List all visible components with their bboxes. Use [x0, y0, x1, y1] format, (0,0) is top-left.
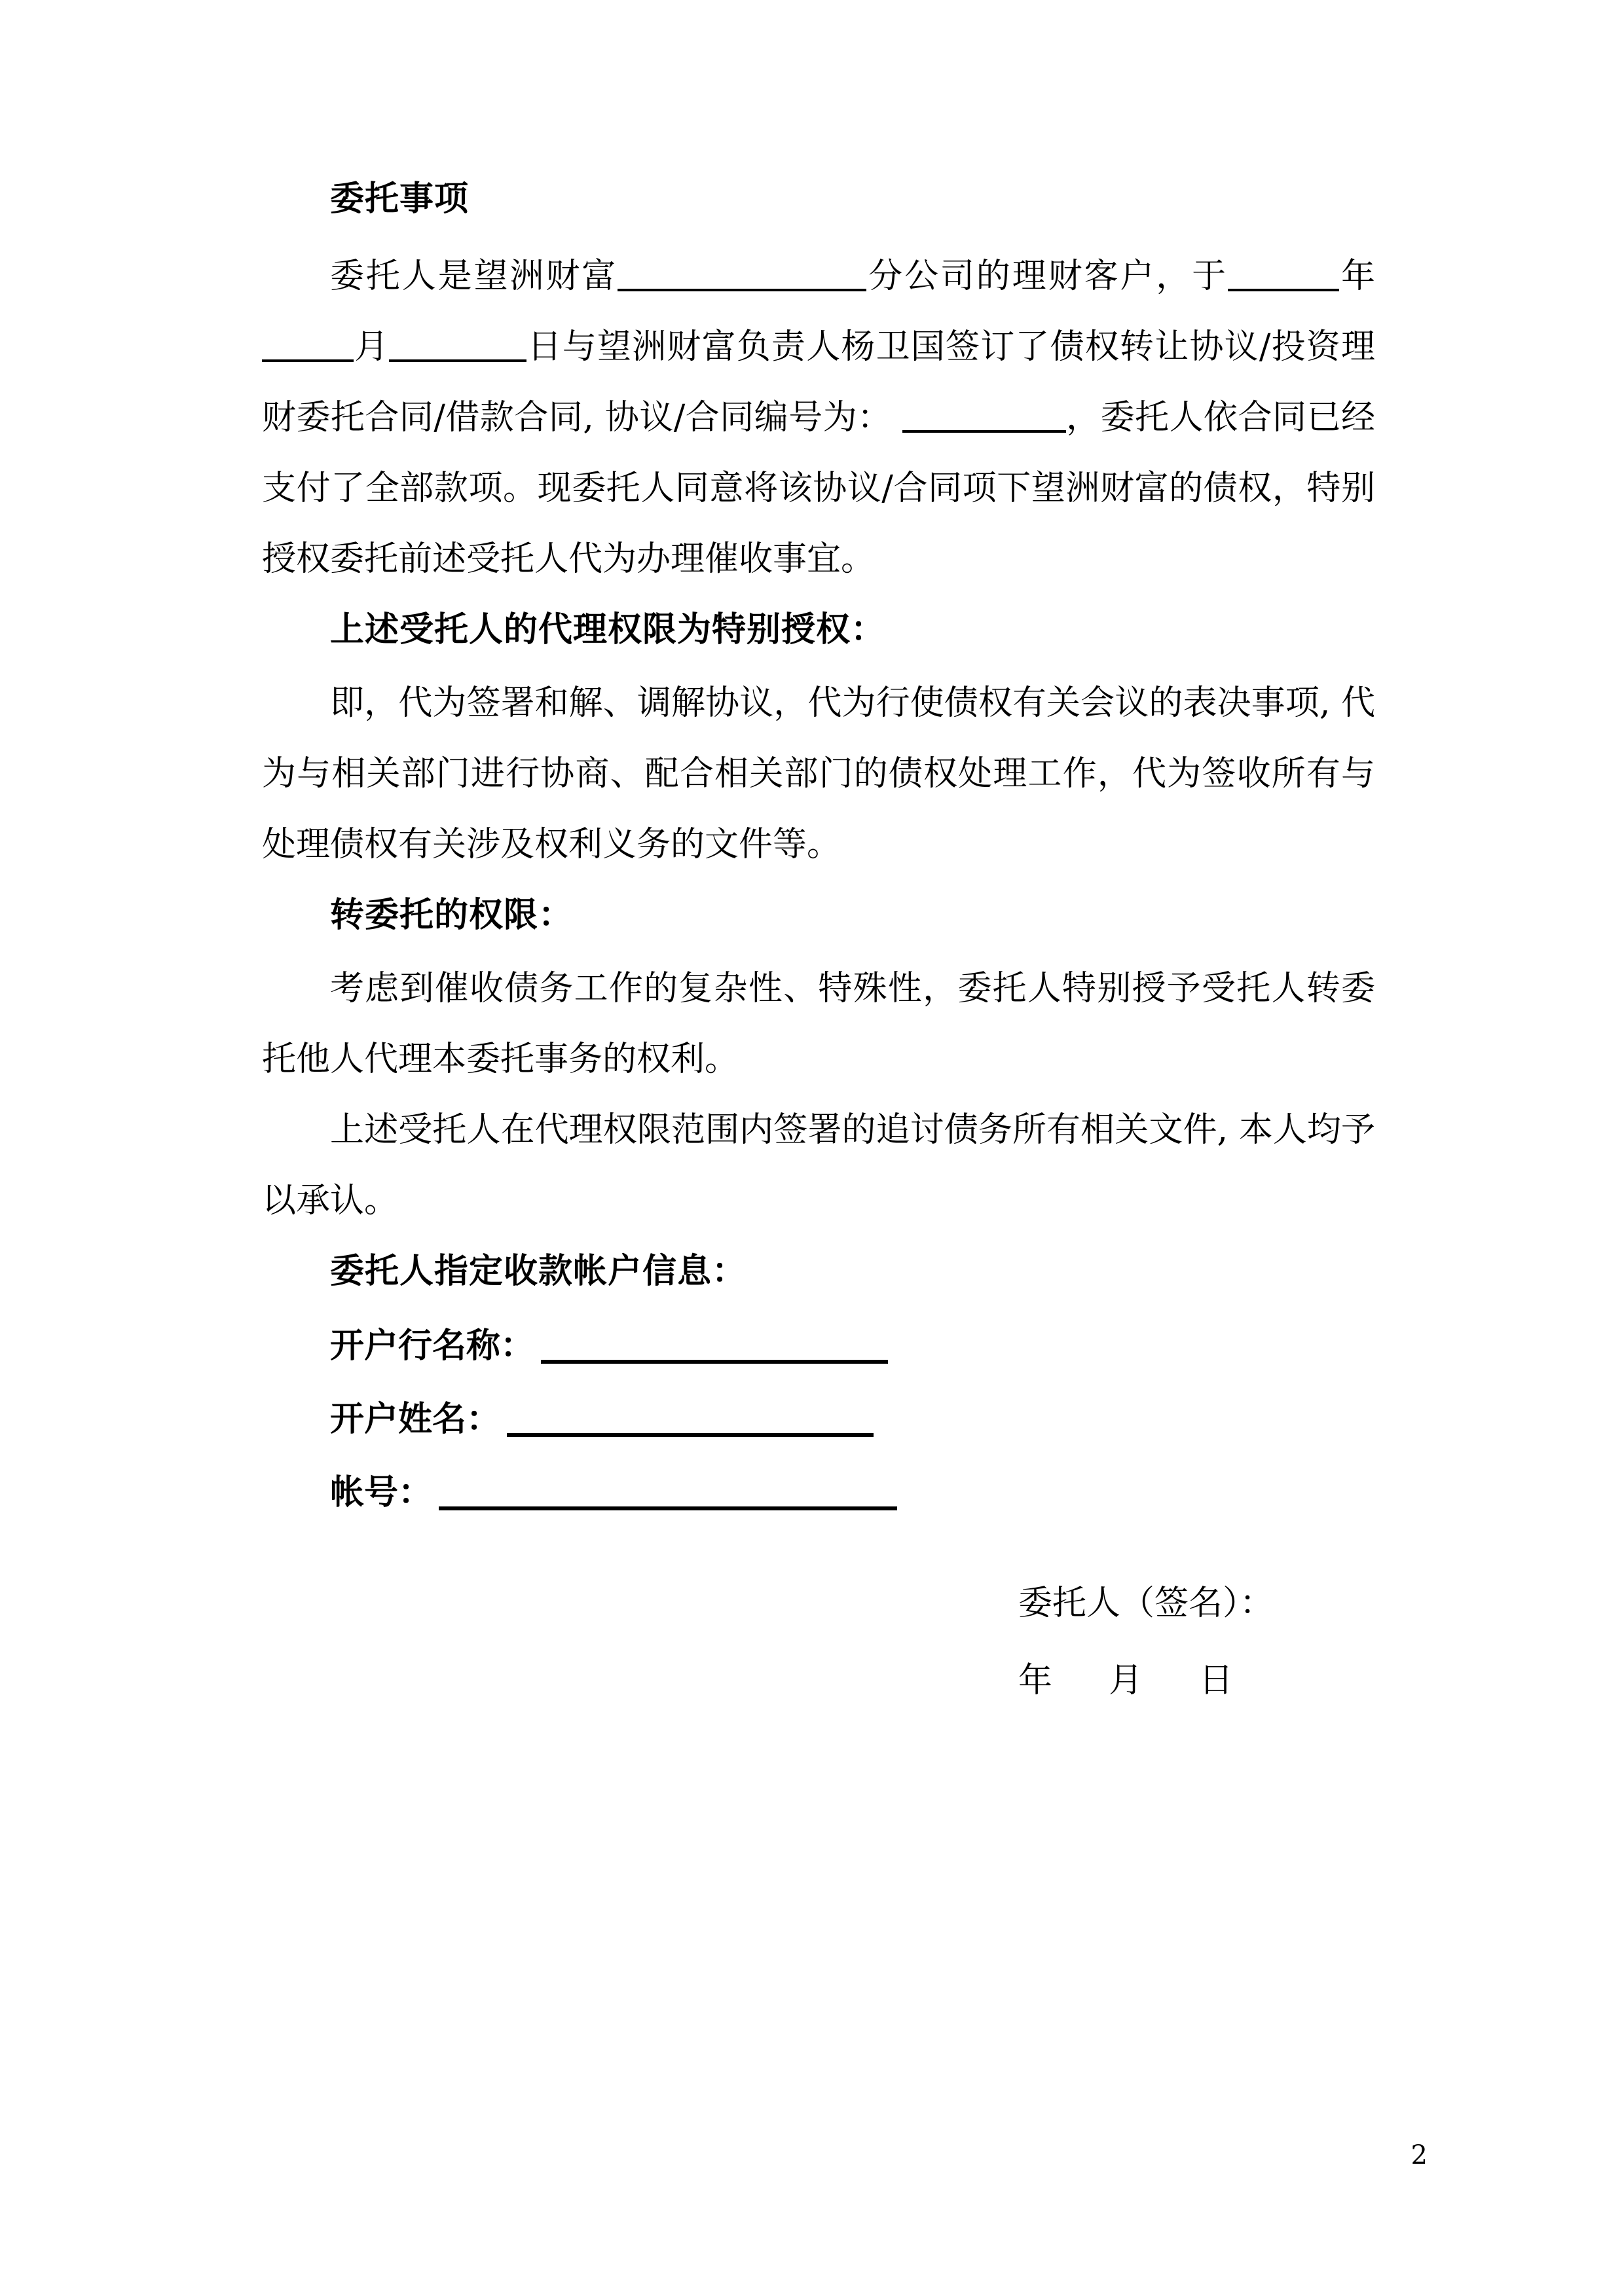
paragraph-ratification: 上述受托人在代理权限范围内签署的追讨债务所有相关文件, 本人均予以承认。 — [262, 1110, 1375, 1220]
text-number-tail: ，委托人依合同已经支付了全部款项。现委托人同意将该协议/合同项下望洲财富的债权，特别授权委托前述受托人代为办理催收事宜。 — [262, 398, 1375, 579]
paragraph-subdelegation-scope: 考虑到催收债务工作的复杂性、特殊性，委托人特别授予受托人转委托他人代理本委托事务的权利。 — [262, 969, 1375, 1079]
label-account-holder: 开户姓名： — [330, 1399, 501, 1439]
label-account-number: 帐号： — [330, 1472, 433, 1512]
blank-contract-number[interactable] — [902, 399, 1066, 433]
heading-special-authority: 上述受托人的代理权限为特别授权： — [330, 610, 886, 649]
blank-day[interactable] — [389, 328, 526, 362]
label-signature-day: 日 — [1199, 1661, 1234, 1700]
blank-month[interactable] — [262, 328, 354, 362]
blank-branch-name[interactable] — [618, 257, 866, 291]
field-account-holder-row — [262, 1383, 1375, 1456]
label-bank-name: 开户行名称： — [330, 1326, 535, 1366]
signature-block — [262, 1565, 1375, 1719]
blank-year[interactable] — [1228, 257, 1339, 291]
field-account-number-row — [262, 1456, 1375, 1529]
label-signature-year: 年 — [1018, 1661, 1053, 1700]
blank-bank-name[interactable] — [541, 1330, 888, 1364]
text-number-prefix: 为： — [822, 398, 892, 437]
paragraph-authority-scope: 即，代为签署和解、调解协议，代为行使债权有关会议的表决事项, 代为与相关部门进行协商、配合相关部门的债权处理工作，代为签收所有与处理债权有关涉及权利义务的文件等。 — [262, 683, 1375, 864]
heading-subdelegation-authority: 转委托的权限： — [330, 895, 574, 935]
text-month-label: 月 — [354, 327, 390, 367]
text-year-label: 年 — [1339, 257, 1375, 296]
blank-account-number[interactable] — [439, 1476, 897, 1510]
document-body — [262, 164, 1375, 1719]
text-day-tail: 日与望洲财富负责人杨卫国签订 — [526, 327, 1016, 367]
page-number: 2 — [1411, 2140, 1428, 2170]
heading-designated-account-info: 委托人指定收款帐户信息： — [330, 1251, 747, 1291]
section-heading-entrustment-matters: 委托事项 — [330, 179, 470, 219]
text-branch-client: 分公司的理财客户， — [866, 257, 1192, 296]
text-date-prefix: 于 — [1192, 257, 1228, 296]
label-client-signature[interactable]: 委托人（签名）： — [1018, 1584, 1274, 1623]
signature-date-row[interactable] — [1018, 1642, 1375, 1719]
text-client-is: 委托人是望洲财富 — [330, 257, 618, 296]
blank-account-holder[interactable] — [507, 1403, 874, 1437]
paragraph-entrustment-details — [262, 241, 1375, 594]
label-signature-month: 月 — [1109, 1661, 1143, 1700]
field-bank-name-row — [262, 1309, 1375, 1383]
text-contract-types: 了债权转让协议/投资理财委托合同/借款合同, 协议/合同编号 — [262, 327, 1375, 437]
